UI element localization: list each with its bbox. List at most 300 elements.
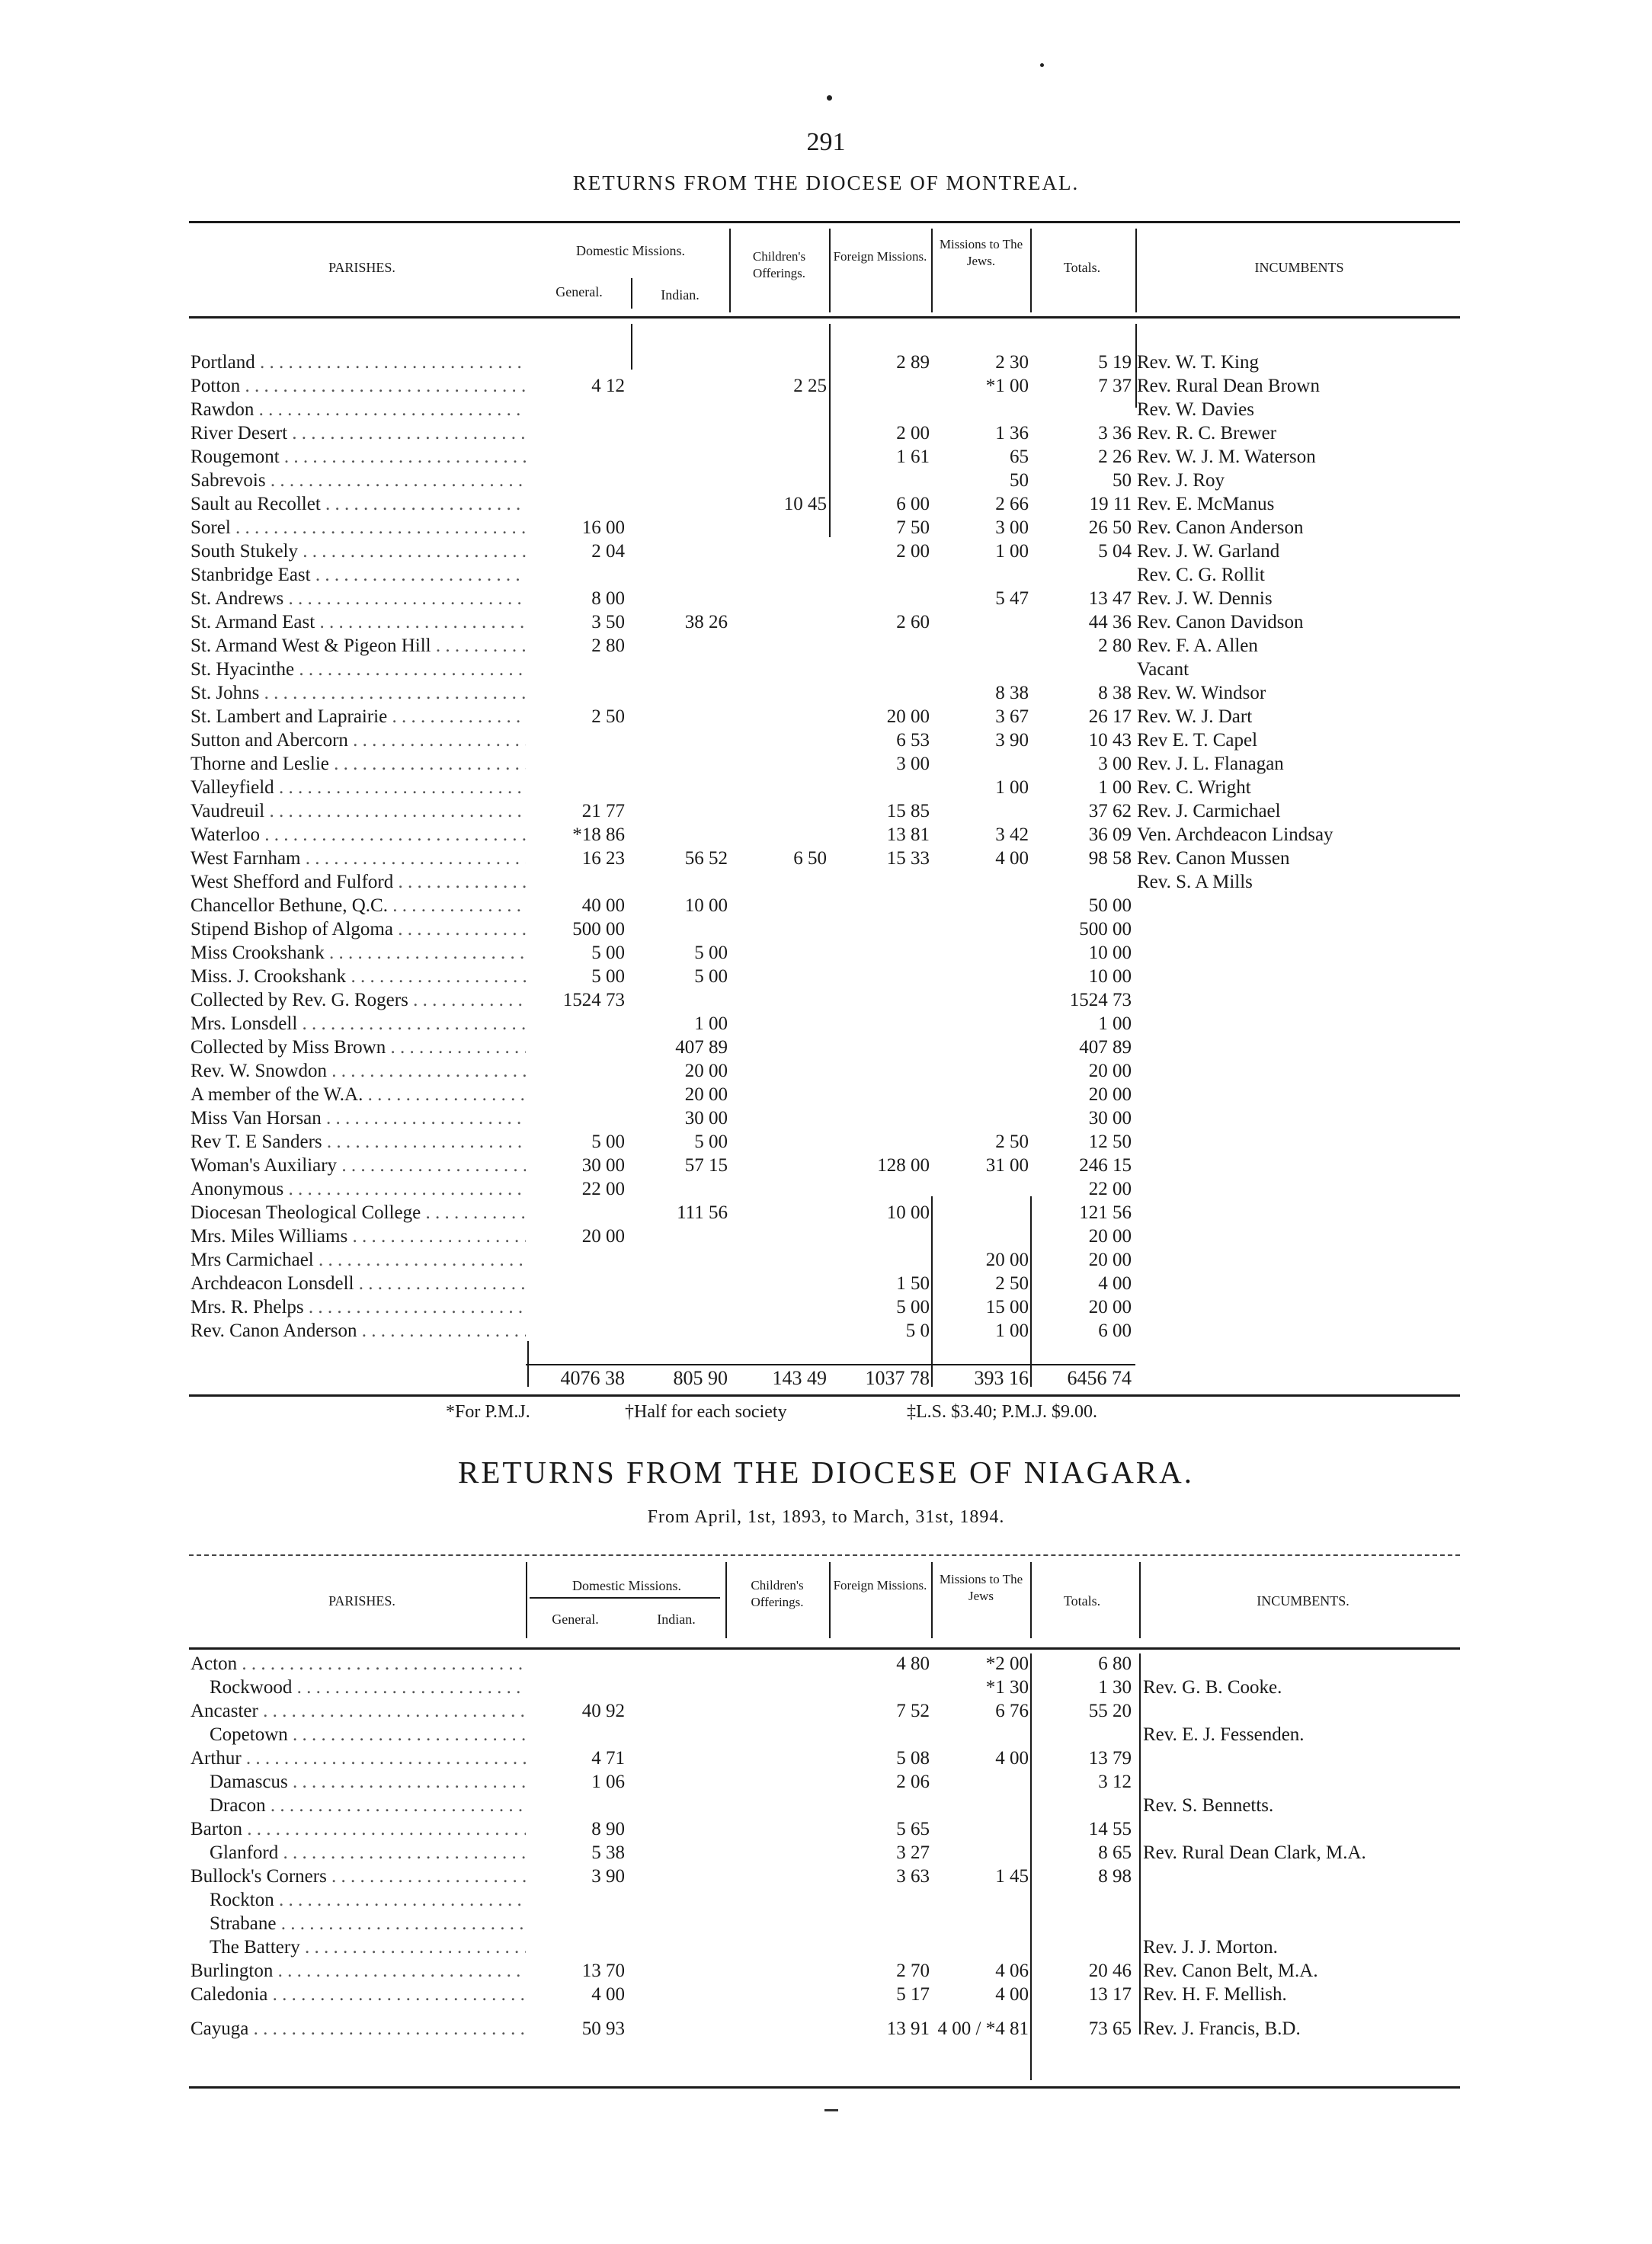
parish-name: Rev T. E Sanders . . . <box>190 1130 526 1154</box>
incumbent-name: Rev. S. Bennetts. <box>1143 1795 1274 1816</box>
cell-tot: 36 09 <box>1088 824 1132 845</box>
montreal-subtotal-rule <box>526 1364 1135 1365</box>
cell-tot: 1 30 <box>1098 1677 1132 1698</box>
table-row <box>0 1794 1652 1817</box>
cell-tot: 2 26 <box>1098 447 1132 467</box>
parish-name: Miss Crookshank . . . <box>190 941 526 965</box>
cell-for: 15 33 <box>886 848 930 869</box>
cell-tot: 26 50 <box>1088 517 1132 538</box>
col-divider <box>1030 1562 1032 1638</box>
incumbent-name: Rev. J. Roy <box>1137 470 1225 491</box>
cell-gen: 2 50 <box>591 706 625 727</box>
table-row <box>0 988 1652 1012</box>
parish-name: Miss. J. Crookshank . . . <box>190 965 526 988</box>
total-indian: 805 90 <box>673 1367 728 1389</box>
col-divider <box>526 1562 527 1638</box>
incumbent-name: Rev. J. L. Flanagan <box>1137 754 1284 774</box>
cell-gen: 3 90 <box>591 1866 625 1887</box>
cell-gen: 30 00 <box>581 1155 625 1176</box>
cell-for: 5 08 <box>896 1748 930 1769</box>
table-row <box>0 1699 1652 1723</box>
parish-name: Copetown . . . <box>210 1723 526 1746</box>
table-row <box>0 870 1652 894</box>
footnote-pmj: *For P.M.J. <box>446 1402 530 1422</box>
parish-name: Archdeacon Lonsdell . . . <box>190 1272 526 1295</box>
table-row <box>0 1224 1652 1248</box>
cell-tot: 13 47 <box>1088 588 1132 609</box>
incumbent-name: Rev. J. W. Garland <box>1137 541 1280 562</box>
cell-tot: 121 56 <box>1079 1202 1132 1223</box>
table-row <box>0 1177 1652 1201</box>
header-domestic: Domestic Missions. <box>575 243 685 258</box>
cell-tot: 37 62 <box>1088 801 1132 821</box>
cell-for: 13 91 <box>886 2018 930 2039</box>
table-row <box>0 1059 1652 1083</box>
parish-name: Potton . . . <box>190 374 526 398</box>
cell-ind: 1 00 <box>694 1013 728 1034</box>
table-row <box>0 847 1652 870</box>
table-row <box>0 1201 1652 1224</box>
cell-jew: 1 36 <box>995 423 1029 443</box>
header-parishes: PARISHES. <box>328 1593 395 1609</box>
table-row <box>0 1912 1652 1935</box>
cell-tot: 30 00 <box>1088 1108 1132 1128</box>
total-children: 143 49 <box>772 1367 827 1389</box>
parish-name: South Stukely . . . <box>190 539 526 563</box>
cell-jew: *1 00 <box>985 376 1029 396</box>
page-number: 291 <box>806 128 846 156</box>
header-parishes: PARISHES. <box>328 260 395 275</box>
header-general: General. <box>555 284 603 299</box>
parish-name: Glanford . . . <box>210 1841 526 1865</box>
header-jews: Missions to The Jews <box>939 1572 1023 1603</box>
cell-tot: 407 89 <box>1079 1037 1132 1058</box>
incumbent-name: Vacant <box>1137 659 1189 680</box>
col-divider <box>1135 229 1137 312</box>
cell-jew: 2 50 <box>995 1132 1029 1152</box>
parish-name: Stanbridge East . . . <box>190 563 526 587</box>
cell-tot: 500 00 <box>1079 919 1132 940</box>
header-children: Children's Offerings. <box>752 249 806 280</box>
cell-jew: 4 00 <box>995 1984 1029 2005</box>
footnote-half: †Half for each society <box>625 1402 787 1422</box>
incumbent-name: Rev. Canon Davidson <box>1137 612 1304 632</box>
cell-tot: 3 12 <box>1098 1772 1132 1792</box>
cell-jew: 15 00 <box>985 1297 1029 1317</box>
col-divider <box>931 229 933 312</box>
speck-mark <box>1040 63 1044 67</box>
table-row <box>0 539 1652 563</box>
incumbent-name: Rev. J. W. Dennis <box>1137 588 1273 609</box>
incumbent-name: Rev. J. J. Morton. <box>1143 1937 1278 1957</box>
cell-jew: 6 76 <box>995 1701 1029 1721</box>
parish-name: Arthur . . . <box>190 1746 526 1770</box>
parish-name: Chancellor Bethune, Q.C. . . . <box>190 894 526 917</box>
cell-for: 2 60 <box>896 612 930 632</box>
cell-jew: 4 06 <box>995 1961 1029 1981</box>
cell-for: 2 89 <box>896 352 930 373</box>
cell-tot: 14 55 <box>1088 1819 1132 1839</box>
cell-tot: 3 00 <box>1098 754 1132 774</box>
incumbent-name: Rev. R. C. Brewer <box>1137 423 1277 443</box>
parish-name: Anonymous . . . <box>190 1177 526 1201</box>
header-foreign: Foreign Missions. <box>833 249 927 264</box>
cell-jew: 20 00 <box>985 1250 1029 1270</box>
parish-name: Rev. W. Snowdon . . . <box>190 1059 526 1083</box>
cell-ind: 407 89 <box>675 1037 728 1058</box>
col-divider <box>1139 1562 1141 1638</box>
cell-jew: 4 00 <box>995 1748 1029 1769</box>
cell-ind: 5 00 <box>694 1132 728 1152</box>
cell-for: 3 27 <box>896 1842 930 1863</box>
col-divider <box>631 278 632 309</box>
parish-name: Ancaster . . . <box>190 1699 526 1723</box>
cell-gen: 22 00 <box>581 1179 625 1199</box>
cell-jew: 8 38 <box>995 683 1029 703</box>
cell-tot: 10 00 <box>1088 966 1132 987</box>
table-row <box>0 1154 1652 1177</box>
cell-tot: 8 38 <box>1098 683 1132 703</box>
table-row <box>0 516 1652 539</box>
incumbent-name: Rev. Canon Mussen <box>1137 848 1290 869</box>
incumbent-name: Rev. W. J. M. Waterson <box>1137 447 1316 467</box>
col-divider <box>729 229 731 312</box>
parish-name: Vaudreuil . . . <box>190 799 526 823</box>
header-top-rule <box>189 221 1460 223</box>
cell-ind: 56 52 <box>684 848 728 869</box>
parish-name: Mrs Carmichael . . . <box>190 1248 526 1272</box>
table-row <box>0 469 1652 492</box>
table-row <box>0 634 1652 658</box>
cell-tot: 2 80 <box>1098 635 1132 656</box>
table-row <box>0 445 1652 469</box>
incumbent-name: Rev. G. B. Cooke. <box>1143 1677 1282 1698</box>
table-row <box>0 705 1652 728</box>
table-row <box>0 563 1652 587</box>
table-row <box>0 492 1652 516</box>
parish-name: The Battery . . . <box>210 1935 526 1959</box>
cell-for: 5 00 <box>896 1297 930 1317</box>
total-general: 4076 38 <box>560 1367 625 1389</box>
parish-name: West Shefford and Fulford . . . <box>190 870 526 894</box>
table-row <box>0 776 1652 799</box>
table-row <box>0 1083 1652 1106</box>
parish-name: Acton . . . <box>190 1652 526 1676</box>
parish-name: River Desert . . . <box>190 421 526 445</box>
incumbent-name: Rev. H. F. Mellish. <box>1143 1984 1287 2005</box>
cell-gen: 5 00 <box>591 943 625 963</box>
parish-name: Strabane . . . <box>210 1912 526 1935</box>
cell-gen: 5 38 <box>591 1842 625 1863</box>
table-row <box>0 421 1652 445</box>
header-children: Children's Offerings. <box>751 1578 804 1609</box>
table-row <box>0 1012 1652 1036</box>
incumbent-name: Rev. W. Windsor <box>1137 683 1266 703</box>
table-row <box>0 587 1652 610</box>
incumbent-name: Rev. E. J. Fessenden. <box>1143 1724 1305 1745</box>
cell-tot: 50 00 <box>1088 895 1132 916</box>
cell-jew: 50 <box>1010 470 1029 491</box>
niagara-title: RETURNS FROM THE DIOCESE OF NIAGARA. <box>457 1455 1195 1490</box>
cell-for: 6 00 <box>896 494 930 514</box>
parish-name: Mrs. R. Phelps . . . <box>190 1295 526 1319</box>
cell-jew: 1 00 <box>995 777 1029 798</box>
cell-jew: *2 00 <box>985 1653 1029 1674</box>
cell-gen: 50 93 <box>581 2018 625 2039</box>
cell-for: 1 50 <box>896 1273 930 1294</box>
parish-name: Waterloo . . . <box>190 823 526 847</box>
parish-name: St. Armand East . . . <box>190 610 526 634</box>
cell-jew: *1 30 <box>985 1677 1029 1698</box>
cell-tot: 20 46 <box>1088 1961 1132 1981</box>
cell-gen: 4 12 <box>591 376 625 396</box>
header-incumbents: INCUMBENTS. <box>1257 1593 1349 1609</box>
col-divider <box>829 1562 831 1638</box>
table-row <box>0 1817 1652 1841</box>
header-incumbents: INCUMBENTS <box>1254 260 1344 275</box>
cell-tot: 19 11 <box>1089 494 1132 514</box>
table-row <box>0 752 1652 776</box>
cell-ind: 20 00 <box>684 1061 728 1081</box>
table-row <box>0 1888 1652 1912</box>
speck-mark <box>827 95 832 101</box>
cell-tot: 13 17 <box>1088 1984 1132 2005</box>
table-row <box>0 1770 1652 1794</box>
parish-name: Diocesan Theological College . . . <box>190 1201 526 1224</box>
parish-name: Miss Van Horsan . . . <box>190 1106 526 1130</box>
parish-name: Barton . . . <box>190 1817 526 1841</box>
cell-tot: 8 65 <box>1098 1842 1132 1863</box>
cell-for: 10 00 <box>886 1202 930 1223</box>
cell-tot: 55 20 <box>1088 1701 1132 1721</box>
cell-tot: 12 50 <box>1088 1132 1132 1152</box>
cell-gen: 5 00 <box>591 1132 625 1152</box>
header-general: General. <box>552 1612 599 1627</box>
cell-tot: 22 00 <box>1088 1179 1132 1199</box>
footnote-ls: ‡L.S. $3.40; P.M.J. $9.00. <box>907 1402 1098 1422</box>
incumbent-name: Rev. J. Carmichael <box>1137 801 1281 821</box>
cell-tot: 20 00 <box>1088 1226 1132 1247</box>
cell-ind: 5 00 <box>694 966 728 987</box>
cell-tot: 73 65 <box>1088 2018 1132 2039</box>
cell-gen: 16 00 <box>581 517 625 538</box>
parish-name: Sabrevois . . . <box>190 469 526 492</box>
table-row <box>0 1865 1652 1888</box>
table-row <box>0 1841 1652 1865</box>
parish-name: St. Lambert and Laprairie . . . <box>190 705 526 728</box>
col-divider <box>1030 229 1032 312</box>
table-row <box>0 1130 1652 1154</box>
cell-jew: 3 90 <box>995 730 1029 751</box>
parish-name: Rougemont . . . <box>190 445 526 469</box>
cell-tot: 6 00 <box>1098 1320 1132 1341</box>
cell-for: 2 70 <box>896 1961 930 1981</box>
table-row <box>0 1959 1652 1983</box>
col-divider <box>829 229 831 312</box>
cell-gen: 5 00 <box>591 966 625 987</box>
cell-for: 3 00 <box>896 754 930 774</box>
montreal-bottom-rule <box>189 1394 1460 1397</box>
cell-tot: 5 19 <box>1098 352 1132 373</box>
incumbent-name: Rev. S. A Mills <box>1137 872 1253 892</box>
cell-for: 7 52 <box>896 1701 930 1721</box>
montreal-title: RETURNS FROM THE DIOCESE OF MONTREAL. <box>572 171 1080 194</box>
cell-jew: 4 00 / *4 81 <box>937 2018 1029 2039</box>
cell-tot: 20 00 <box>1088 1297 1132 1317</box>
cell-tot: 98 58 <box>1088 848 1132 869</box>
cell-gen: 8 90 <box>591 1819 625 1839</box>
cell-tot: 5 04 <box>1098 541 1132 562</box>
parish-name: Mrs. Miles Williams . . . <box>190 1224 526 1248</box>
parish-name: Thorne and Leslie . . . <box>190 752 526 776</box>
cell-tot: 1 00 <box>1098 777 1132 798</box>
table-row <box>0 1248 1652 1272</box>
table-row <box>0 1319 1652 1343</box>
parish-name: Valleyfield . . . <box>190 776 526 799</box>
cell-ind: 111 56 <box>677 1202 728 1223</box>
cell-tot: 7 37 <box>1098 376 1132 396</box>
cell-for: 13 81 <box>886 824 930 845</box>
parish-name: Dracon . . . <box>210 1794 526 1817</box>
cell-ind: 30 00 <box>684 1108 728 1128</box>
incumbent-name: Rev. C. Wright <box>1137 777 1251 798</box>
cell-for: 2 06 <box>896 1772 930 1792</box>
cell-ind: 10 00 <box>684 895 728 916</box>
cell-jew: 1 00 <box>995 541 1029 562</box>
cell-tot: 10 43 <box>1088 730 1132 751</box>
header-top-rule <box>189 1554 1460 1556</box>
table-row <box>0 823 1652 847</box>
cell-chi: 6 50 <box>793 848 827 869</box>
table-row <box>0 1676 1652 1699</box>
cell-jew: 3 00 <box>995 517 1029 538</box>
incumbent-name: Rev. W. T. King <box>1137 352 1259 373</box>
table-row <box>0 799 1652 823</box>
table-row <box>0 1295 1652 1319</box>
niagara-bottom-rule <box>189 2086 1460 2089</box>
cell-gen: 13 70 <box>581 1961 625 1981</box>
parish-name: Caledonia . . . <box>190 1983 526 2006</box>
cell-gen: 16 23 <box>581 848 625 869</box>
cell-jew: 1 45 <box>995 1866 1029 1887</box>
cell-for: 3 63 <box>896 1866 930 1887</box>
parish-name: Damascus . . . <box>210 1770 526 1794</box>
parish-name: A member of the W.A. . . . <box>190 1083 526 1106</box>
cell-ind: 57 15 <box>684 1155 728 1176</box>
cell-jew: 4 00 <box>995 848 1029 869</box>
cell-jew: 31 00 <box>985 1155 1029 1176</box>
cell-for: 5 0 <box>905 1320 930 1341</box>
total-jews: 393 16 <box>974 1367 1029 1389</box>
header-totals: Totals. <box>1063 260 1101 275</box>
cell-chi: 2 25 <box>793 376 827 396</box>
cell-gen: 4 00 <box>591 1984 625 2005</box>
cell-gen: 500 00 <box>572 919 625 940</box>
cell-ind: 38 26 <box>684 612 728 632</box>
montreal-totals-row <box>0 1366 1652 1390</box>
cell-tot: 20 00 <box>1088 1084 1132 1105</box>
cell-tot: 50 <box>1113 470 1132 491</box>
cell-jew: 5 47 <box>995 588 1029 609</box>
table-row <box>0 610 1652 634</box>
cell-for: 7 50 <box>896 517 930 538</box>
total-totals: 6456 74 <box>1067 1367 1132 1389</box>
header-foreign: Foreign Missions. <box>833 1578 927 1593</box>
total-foreign: 1037 78 <box>865 1367 930 1389</box>
incumbent-name: Rev. W. Davies <box>1137 399 1254 420</box>
parish-name: St. Andrews . . . <box>190 587 526 610</box>
cell-gen: 4 71 <box>591 1748 625 1769</box>
domestic-underline <box>530 1597 720 1599</box>
parish-name: Portland . . . <box>190 351 526 374</box>
cell-gen: 8 00 <box>591 588 625 609</box>
cell-jew: 2 66 <box>995 494 1029 514</box>
cell-tot: 8 98 <box>1098 1866 1132 1887</box>
table-row <box>0 1723 1652 1746</box>
header-jews: Missions to The Jews. <box>939 237 1023 268</box>
cell-jew: 2 30 <box>995 352 1029 373</box>
cell-for: 15 85 <box>886 801 930 821</box>
header-bottom-rule <box>189 316 1460 319</box>
col-divider <box>725 1562 727 1638</box>
parish-name: Mrs. Lonsdell . . . <box>190 1012 526 1036</box>
cell-gen: 40 92 <box>581 1701 625 1721</box>
cell-for: 2 00 <box>896 423 930 443</box>
parish-name: St. Johns . . . <box>190 681 526 705</box>
cell-jew: 1 00 <box>995 1320 1029 1341</box>
table-row <box>0 1272 1652 1295</box>
table-row <box>0 1983 1652 2006</box>
parish-name: Sutton and Abercorn . . . <box>190 728 526 752</box>
incumbent-name: Rev. C. G. Rollit <box>1137 565 1265 585</box>
table-row <box>0 681 1652 705</box>
parish-name: West Farnham . . . <box>190 847 526 870</box>
parish-name: Rawdon . . . <box>190 398 526 421</box>
cell-tot: 1 00 <box>1098 1013 1132 1034</box>
table-row <box>0 1652 1652 1676</box>
table-row <box>0 1036 1652 1059</box>
header-indian: Indian. <box>661 287 700 303</box>
cell-tot: 4 00 <box>1098 1273 1132 1294</box>
cell-tot: 3 36 <box>1098 423 1132 443</box>
cell-gen: 3 50 <box>591 612 625 632</box>
table-row <box>0 917 1652 941</box>
incumbent-name: Rev. Rural Dean Clark, M.A. <box>1143 1842 1366 1863</box>
table-row <box>0 351 1652 374</box>
cell-tot: 20 00 <box>1088 1250 1132 1270</box>
niagara-subtitle: From April, 1st, 1893, to March, 31st, 1894. <box>647 1507 1005 1527</box>
cell-gen: 2 80 <box>591 635 625 656</box>
cell-jew: 3 67 <box>995 706 1029 727</box>
bottom-mark <box>824 2109 838 2111</box>
parish-name: Stipend Bishop of Algoma . . . <box>190 917 526 941</box>
table-row <box>0 894 1652 917</box>
table-row <box>0 965 1652 988</box>
table-row <box>0 1746 1652 1770</box>
parish-name: Burlington . . . <box>190 1959 526 1983</box>
cell-for: 5 17 <box>896 1984 930 2005</box>
cell-gen: 1 06 <box>591 1772 625 1792</box>
incumbent-name: Rev E. T. Capel <box>1137 730 1258 751</box>
table-row <box>0 1106 1652 1130</box>
incumbent-name: Rev. Canon Anderson <box>1137 517 1304 538</box>
col-divider <box>931 1562 933 1638</box>
parish-name: Bullock's Corners . . . <box>190 1865 526 1888</box>
cell-for: 4 80 <box>896 1653 930 1674</box>
cell-for: 6 53 <box>896 730 930 751</box>
cell-gen: 1524 73 <box>562 990 625 1010</box>
incumbent-name: Rev. W. J. Dart <box>1137 706 1253 727</box>
